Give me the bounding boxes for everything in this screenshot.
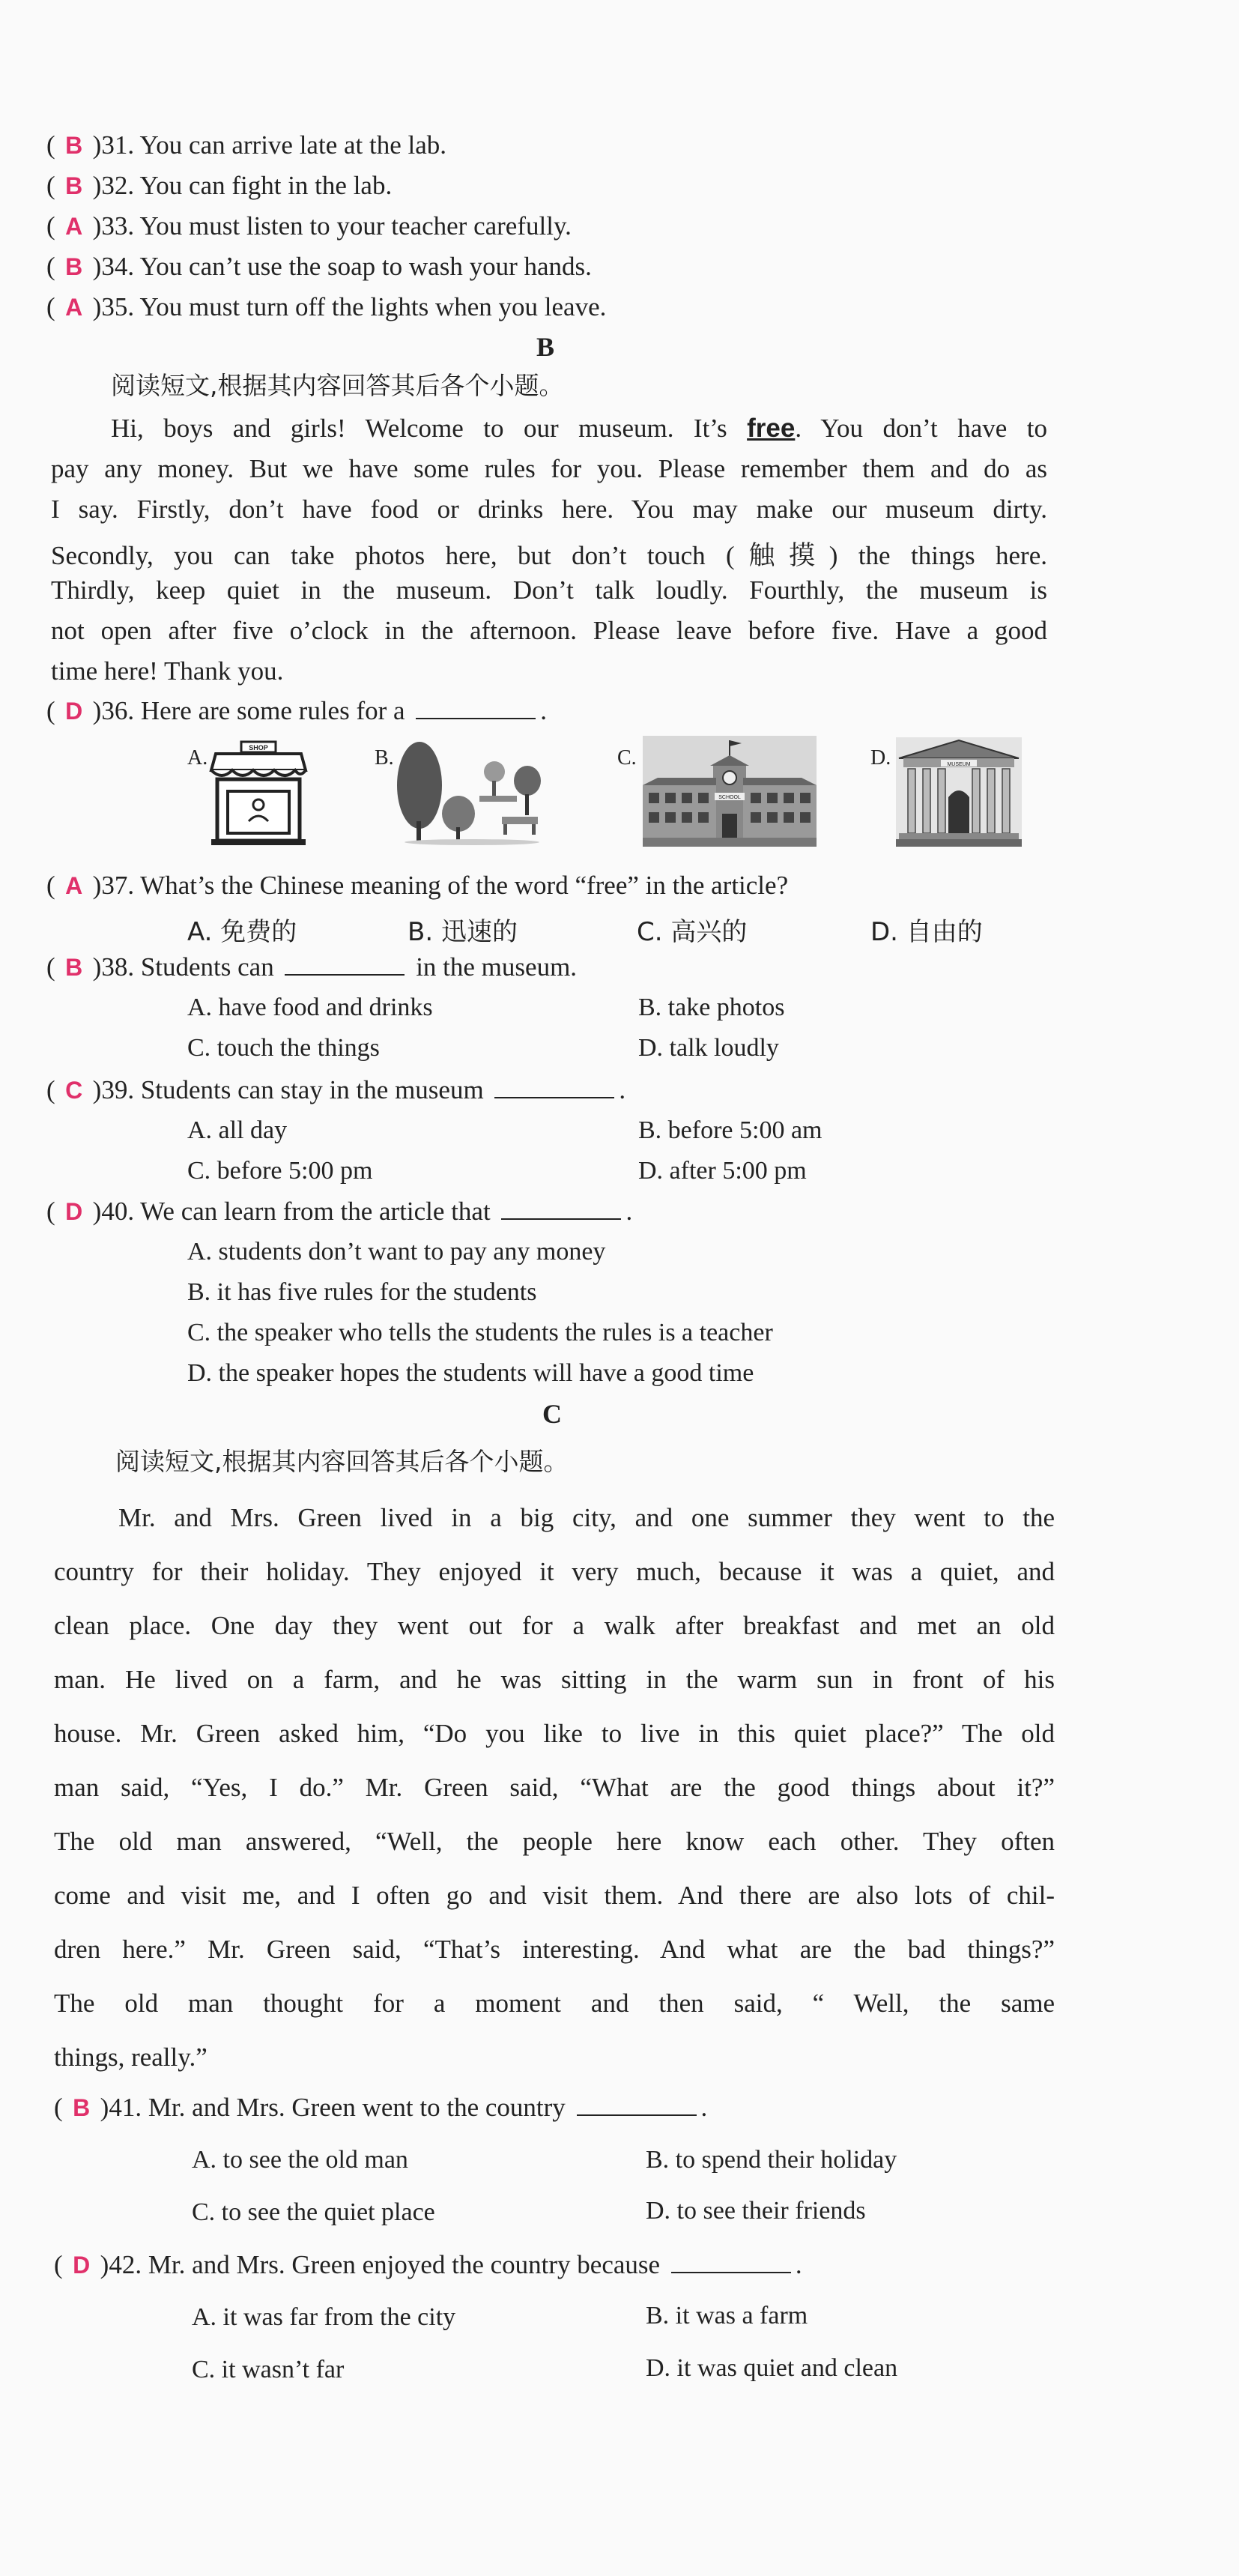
question-35: ( A )35. You must turn off the lights when you leave.: [46, 292, 607, 321]
passage-c-line-4: man. He lived on a farm, and he was sitting in the warm sun in front of his: [54, 1665, 1055, 1694]
section-c-instruction: 阅读短文,根据其内容回答其后各个小题。: [115, 1447, 569, 1476]
section-b-heading: B: [536, 332, 555, 362]
passage-b-line-4: Secondly, you can take photos here, but don’t touch (触摸) the things here.: [51, 541, 1047, 570]
q40-option-d: D. the speaker hopes the students will have a good time: [187, 1359, 754, 1387]
q41-option-d: D. to see their friends: [646, 2197, 866, 2225]
q40-option-b: B. it has five rules for the students: [187, 1278, 537, 1306]
q37-option-c: C. 高兴的: [637, 917, 748, 947]
answer-mark: D: [65, 698, 83, 725]
svg-text:SCHOOL: SCHOOL: [718, 795, 741, 800]
answer-mark: A: [65, 294, 83, 321]
passage-c-line-1: Mr. and Mrs. Green lived in a big city, and one summer they went to the: [118, 1503, 1055, 1532]
q37-option-d: D. 自由的: [870, 917, 983, 947]
question-text: 33. You must listen to your teacher carefully.: [101, 211, 572, 241]
answer-blank: [501, 1197, 621, 1220]
q38-option-c: C. touch the things: [187, 1034, 380, 1062]
q42-option-a: A. it was far from the city: [192, 2303, 456, 2331]
question-text: 36. Here are some rules for a: [101, 696, 405, 725]
answer-mark: C: [65, 1077, 83, 1104]
q37-option-a: A. 免费的: [187, 917, 297, 947]
q40-option-c: C. the speaker who tells the students the rules is a teacher: [187, 1319, 773, 1346]
question-37: ( A )37. What’s the Chinese meaning of the word “free” in the article?: [46, 871, 789, 900]
question-text: 40. We can learn from the article that: [101, 1197, 491, 1226]
answer-mark: B: [65, 253, 83, 280]
passage-c-line-10: The old man thought for a moment and then said, “ Well, the same: [54, 1989, 1055, 2018]
option-label-b: B.: [375, 746, 394, 770]
answer-mark: A: [65, 872, 83, 899]
school-image: [643, 736, 817, 847]
passage-c-line-5: house. Mr. Green asked him, “Do you like to live in this quiet place?” The old: [54, 1719, 1055, 1748]
q39-option-d: D. after 5:00 pm: [638, 1157, 807, 1185]
question-41: ( B )41. Mr. and Mrs. Green went to the country .: [54, 2093, 708, 2122]
question-text: 35. You must turn off the lights when you leave.: [101, 292, 607, 321]
question-text: 39. Students can stay in the museum: [101, 1075, 484, 1104]
svg-text:SHOP: SHOP: [249, 744, 268, 752]
answer-mark: B: [65, 172, 83, 199]
museum-image: [896, 737, 1022, 847]
q41-option-c: C. to see the quiet place: [192, 2198, 435, 2226]
question-34: ( B )34. You can’t use the soap to wash your hands.: [46, 252, 592, 281]
question-text: 31. You can arrive late at the lab.: [101, 130, 447, 160]
question-text: 42. Mr. and Mrs. Green enjoyed the country because: [109, 2250, 661, 2279]
answer-mark: D: [73, 2252, 91, 2279]
question-39: ( C )39. Students can stay in the museum .: [46, 1075, 626, 1104]
passage-b-line-3: I say. Firstly, don’t have food or drinks here. You may make our museum dirty.: [51, 495, 1047, 524]
passage-c-line-7: The old man answered, “Well, the people here know each other. They often: [54, 1827, 1055, 1856]
free-word: free: [747, 414, 796, 443]
question-38: ( B )38. Students can in the museum.: [46, 952, 578, 982]
answer-blank: [671, 2251, 791, 2273]
question-31: ( B )31. You can arrive late at the lab.: [46, 130, 447, 160]
passage-c-line-6: man said, “Yes, I do.” Mr. Green said, “What are the good things about it?”: [54, 1773, 1055, 1802]
q41-option-a: A. to see the old man: [192, 2146, 408, 2174]
answer-mark: D: [65, 1198, 83, 1225]
question-36: ( D )36. Here are some rules for a .: [46, 696, 548, 725]
answer-mark: B: [65, 132, 83, 159]
option-label-c: C.: [617, 746, 637, 770]
q38-option-a: A. have food and drinks: [187, 994, 433, 1021]
q37-option-b: B. 迅速的: [408, 917, 518, 947]
passage-c-line-2: country for their holiday. They enjoyed it very much, because it was a quiet, and: [54, 1557, 1055, 1586]
q39-option-b: B. before 5:00 am: [638, 1116, 823, 1144]
q39-option-c: C. before 5:00 pm: [187, 1157, 373, 1185]
svg-text:MUSEUM: MUSEUM: [947, 762, 971, 767]
question-text: 32. You can fight in the lab.: [101, 171, 393, 200]
option-label-d: D.: [870, 746, 891, 770]
question-text: 38. Students can: [101, 952, 274, 982]
answer-mark: B: [73, 2094, 91, 2121]
section-b-instruction: 阅读短文,根据其内容回答其后各个小题。: [111, 371, 564, 400]
question-text: 41. Mr. and Mrs. Green went to the country: [109, 2093, 566, 2122]
answer-blank: [416, 697, 536, 719]
q38-option-b: B. take photos: [638, 994, 785, 1021]
q42-option-c: C. it wasn’t far: [192, 2356, 345, 2383]
q38-option-d: D. talk loudly: [638, 1034, 779, 1062]
passage-c-line-8: come and visit me, and I often go and visit them. And there are also lots of chil-: [54, 1881, 1055, 1910]
passage-b-line-7: time here! Thank you.: [51, 656, 284, 686]
passage-b-line-6: not open after five o’clock in the afternoon. Please leave before five. Have a good: [51, 616, 1047, 645]
passage-c-line-9: dren here.” Mr. Green said, “That’s interesting. And what are the bad things?”: [54, 1935, 1055, 1964]
passage-b-line-2: pay any money. But we have some rules for you. Please remember them and do as: [51, 454, 1047, 483]
park-image: [390, 733, 554, 845]
answer-blank: [494, 1076, 614, 1098]
shop-image: [208, 740, 309, 847]
answer-mark: B: [65, 954, 83, 981]
passage-c-line-3: clean place. One day they went out for a walk after breakfast and met an old: [54, 1611, 1055, 1640]
question-42: ( D )42. Mr. and Mrs. Green enjoyed the country because .: [54, 2250, 802, 2279]
question-40: ( D )40. We can learn from the article that .: [46, 1197, 633, 1226]
question-text: 34. You can’t use the soap to wash your hands.: [101, 252, 592, 281]
question-32: ( B )32. You can fight in the lab.: [46, 171, 393, 200]
passage-b-line-5: Thirdly, keep quiet in the museum. Don’t talk loudly. Fourthly, the museum is: [51, 575, 1047, 605]
question-33: ( A )33. You must listen to your teacher carefully.: [46, 211, 572, 241]
answer-blank: [577, 2093, 697, 2116]
option-label-a: A.: [187, 746, 208, 770]
q40-option-a: A. students don’t want to pay any money: [187, 1238, 606, 1266]
answer-mark: A: [65, 213, 83, 240]
question-text: 37. What’s the Chinese meaning of the word “free” in the article?: [101, 871, 789, 900]
q39-option-a: A. all day: [187, 1116, 288, 1144]
passage-c-line-11: things, really.”: [54, 2043, 207, 2072]
q41-option-b: B. to spend their holiday: [646, 2146, 897, 2174]
passage-b-line-1: Hi, boys and girls! Welcome to our museum. It’s free. You don’t have to: [111, 414, 1047, 443]
section-c-heading: C: [542, 1399, 562, 1429]
q42-option-d: D. it was quiet and clean: [646, 2354, 898, 2382]
q42-option-b: B. it was a farm: [646, 2302, 808, 2329]
answer-blank: [285, 953, 405, 976]
